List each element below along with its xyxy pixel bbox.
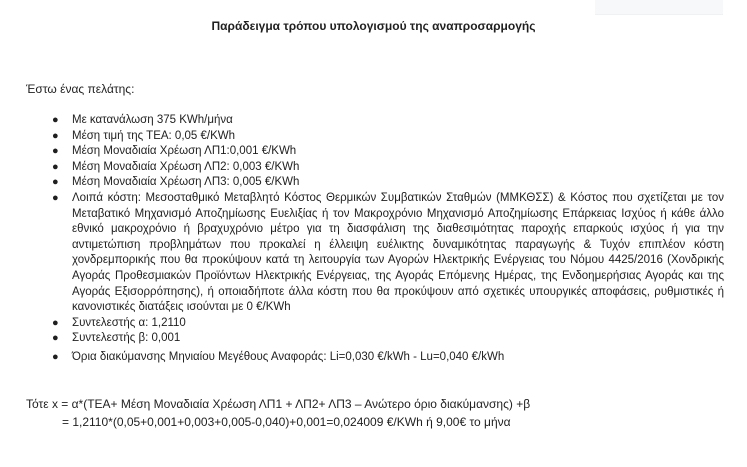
bullet-icon: ●	[52, 160, 59, 173]
bullet-icon: ●	[52, 176, 59, 189]
intro-text: Έστω ένας πελάτης:	[26, 82, 135, 96]
customer-details-list	[52, 113, 724, 366]
formula-result-line: = 1,2110*(0,05+0,001+0,003+0,005-0,040)+0,001=0,024009 €/KWh ή 9,00€ το μήνα	[62, 415, 511, 429]
bullet-icon: ●	[52, 114, 59, 126]
bullet-icon: ●	[52, 145, 59, 158]
bullet-icon: ●	[52, 129, 59, 142]
top-tab	[595, 0, 723, 15]
bullet-icon: ●	[52, 350, 59, 363]
list-item: ● Μέση Μοναδιαία Χρέωση ΛΠ1:0,001 €/KWh	[52, 144, 724, 160]
formula-line: Τότε x = α*(ΤΕΑ+ Μέση Μοναδιαία Χρέωση ΛΠ1 + ΛΠ2+ ΛΠ3 – Ανώτερο όριο διακύμανσης) +β	[26, 397, 531, 411]
page-title: Παράδειγμα τρόπου υπολογισμού της αναπροσαρμογής	[211, 19, 536, 33]
list-item: ● Συντελεστής β: 0,001	[52, 331, 724, 347]
list-item: ● Μέση Μοναδιαία Χρέωση ΛΠ2: 0,003 €/KWh	[52, 160, 724, 176]
bullet-icon: ●	[52, 191, 59, 204]
list-item: ● Συντελεστής α: 1,2110	[52, 316, 724, 332]
list-item: ● Με κατανάλωση 375 KWh/μήνα	[52, 113, 724, 129]
list-item: ● Λοιπά κόστη: Μεσοσταθμικό Μεταβλητό Κόστος Θερμικών Συμβατικών Σταθμών (ΜΜΚΘΣΣ) & Κόστος που σχετίζεται με τον Μεταβατικό Μηχανισμό Αποζημίωσης Ευελιξίας ή τον Μακροχρόνιο Μηχανισμό Αποζημίωσης Επάρκειας Ισχύος ή κάθε άλλο εθνικό μακροχρόνιο ή βραχυχρόνιο μέτρο για τη διασφάλιση της διαθεσιμότητας παροχής επαρκούς ισχύος ή για την αντιμετώπιση προβλημάτων που προκαλεί η έλλειψη ευέλικτης δυναμικότητας παραγωγής & Τυχόν επιπλέον κόστη χονδρεμπορικής που θα προκύψουν κατά τη λειτουργία των Αγορών Ηλεκτρικής Ενέργειας του Νόμου 4425/2016 (Χονδρικής Αγοράς Προθεσμιακών Προϊόντων Ηλεκτρικής Ενέργειας, της Αγοράς Επόμενης Ημέρας, της Ενδοημερήσιας Αγοράς και της Αγοράς Εξισορρόπησης), ή οποιαδήποτε άλλα κόστη που θα προκύψουν από σχετικές υπουργικές αποφάσεις, ρυθμιστικές ή κανονιστικές διατάξεις ισούνται με 0 €/KWh	[52, 191, 724, 314]
list-item: ● Όρια διακύμανσης Μηνιαίου Μεγέθους Αναφοράς: Li=0,030 €/kWh - Lu=0,040 €/kWh	[52, 350, 724, 366]
bullet-icon: ●	[52, 316, 59, 329]
list-item: ● Μέση τιμή της ΤΕΑ: 0,05 €/KWh	[52, 129, 724, 145]
list-item: ● Μέση Μοναδιαία Χρέωση ΛΠ3: 0,005 €/KWh	[52, 175, 724, 191]
bullet-icon: ●	[52, 332, 59, 345]
